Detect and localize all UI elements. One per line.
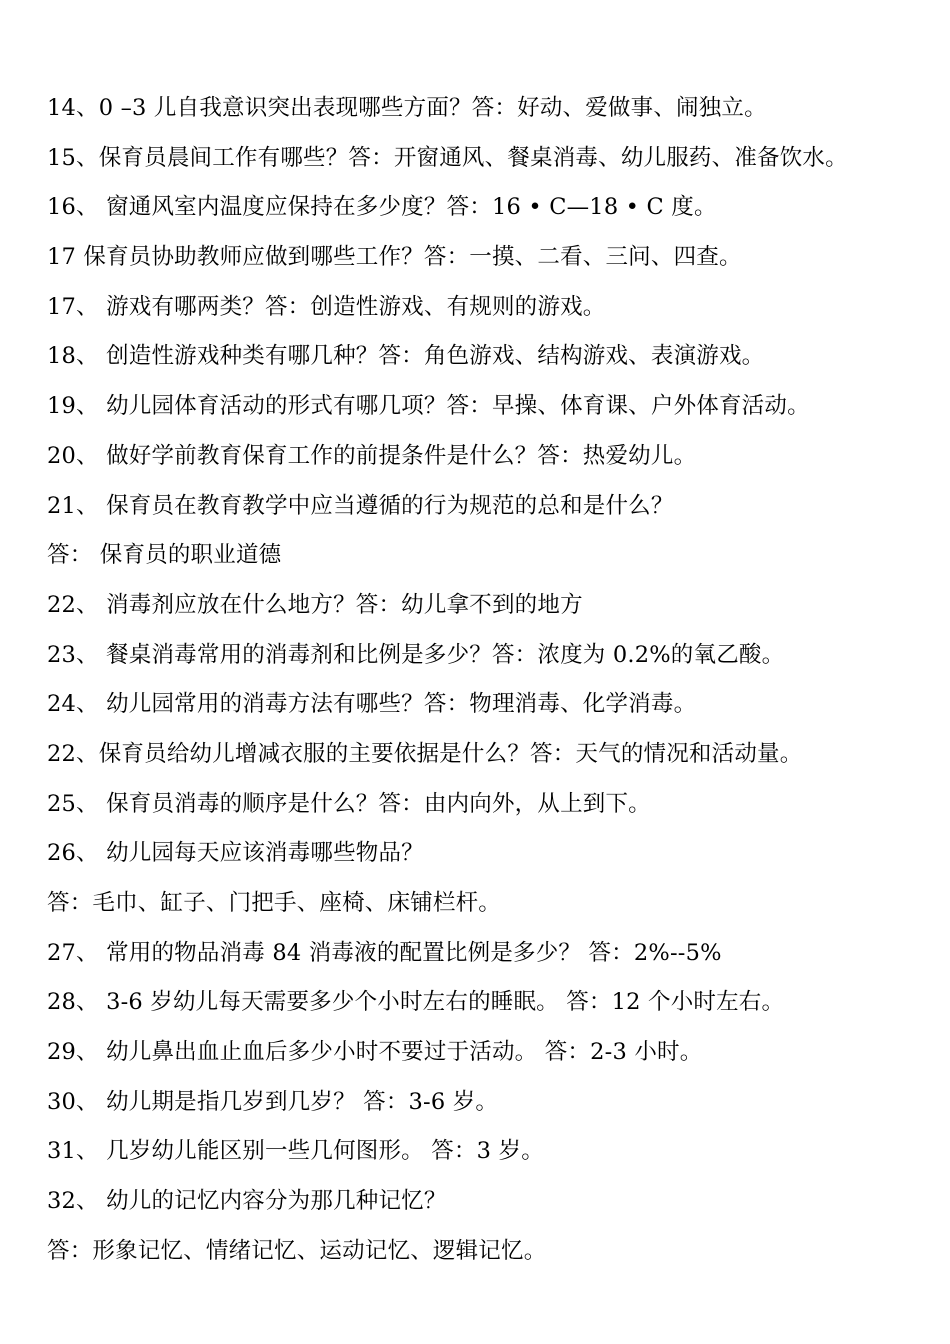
answer-line: 答： 保育员的职业道德 <box>47 542 282 569</box>
qa-line: 30、 幼儿期是指几岁到几岁？ 答：3-6 岁。 <box>47 1088 499 1115</box>
qa-line: 19、 幼儿园体育活动的形式有哪几项？答：早操、体育课、户外体育活动。 <box>47 393 810 420</box>
qa-line: 15、保育员晨间工作有哪些？答：开窗通风、餐桌消毒、幼儿服药、准备饮水。 <box>47 144 848 171</box>
qa-line: 25、 保育员消毒的顺序是什么？答：由内向外，从上到下。 <box>47 790 651 817</box>
qa-line: 22、 消毒剂应放在什么地方？答：幼儿拿不到的地方 <box>47 591 583 618</box>
qa-line: 29、 幼儿鼻出血止血后多少小时不要过于活动。 答：2-3 小时。 <box>47 1039 703 1066</box>
qa-line: 28、 3-6 岁幼儿每天需要多少个小时左右的睡眠。 答：12 个小时左右。 <box>47 989 785 1016</box>
answer-line: 答：毛巾、缸子、门把手、座椅、床铺栏杆。 <box>47 890 502 916</box>
qa-line: 27、 常用的物品消毒 84 消毒液的配置比例是多少？ 答：2%--5% <box>47 939 722 966</box>
qa-line: 18、 创造性游戏种类有哪几种？答：角色游戏、结构游戏、表演游戏。 <box>47 343 765 370</box>
qa-line: 31、 几岁幼儿能区别一些几何图形。 答：3 岁。 <box>47 1138 544 1165</box>
qa-line: 22、保育员给幼儿增减衣服的主要依据是什么？答：天气的情况和活动量。 <box>47 740 803 767</box>
qa-line: 26、 幼儿园每天应该消毒哪些物品？ <box>47 840 424 867</box>
qa-line: 17 保育员协助教师应做到哪些工作？答：一摸、二看、三问、四查。 <box>47 244 742 271</box>
qa-line: 32、 幼儿的记忆内容分为那几种记忆？ <box>47 1188 447 1215</box>
answer-line: 答：形象记忆、情绪记忆、运动记忆、逻辑记忆。 <box>47 1237 547 1264</box>
qa-line: 23、 餐桌消毒常用的消毒剂和比例是多少？答：浓度为 0.2%的氧乙酸。 <box>47 641 785 668</box>
qa-list <box>47 88 937 1281</box>
qa-line: 14、0 –3 儿自我意识突出表现哪些方面？答：好动、爱做事、闹独立。 <box>47 95 767 121</box>
qa-line: 24、 幼儿园常用的消毒方法有哪些？答：物理消毒、化学消毒。 <box>47 691 697 718</box>
qa-line: 21、 保育员在教育教学中应当遵循的行为规范的总和是什么？ <box>47 492 674 519</box>
qa-line: 20、 做好学前教育保育工作的前提条件是什么？答：热爱幼儿。 <box>47 442 697 469</box>
qa-line: 17、 游戏有哪两类？答：创造性游戏、有规则的游戏。 <box>47 293 606 320</box>
qa-line: 16、 窗通风室内温度应保持在多少度？答：16 • C—18 • C 度。 <box>47 194 717 221</box>
